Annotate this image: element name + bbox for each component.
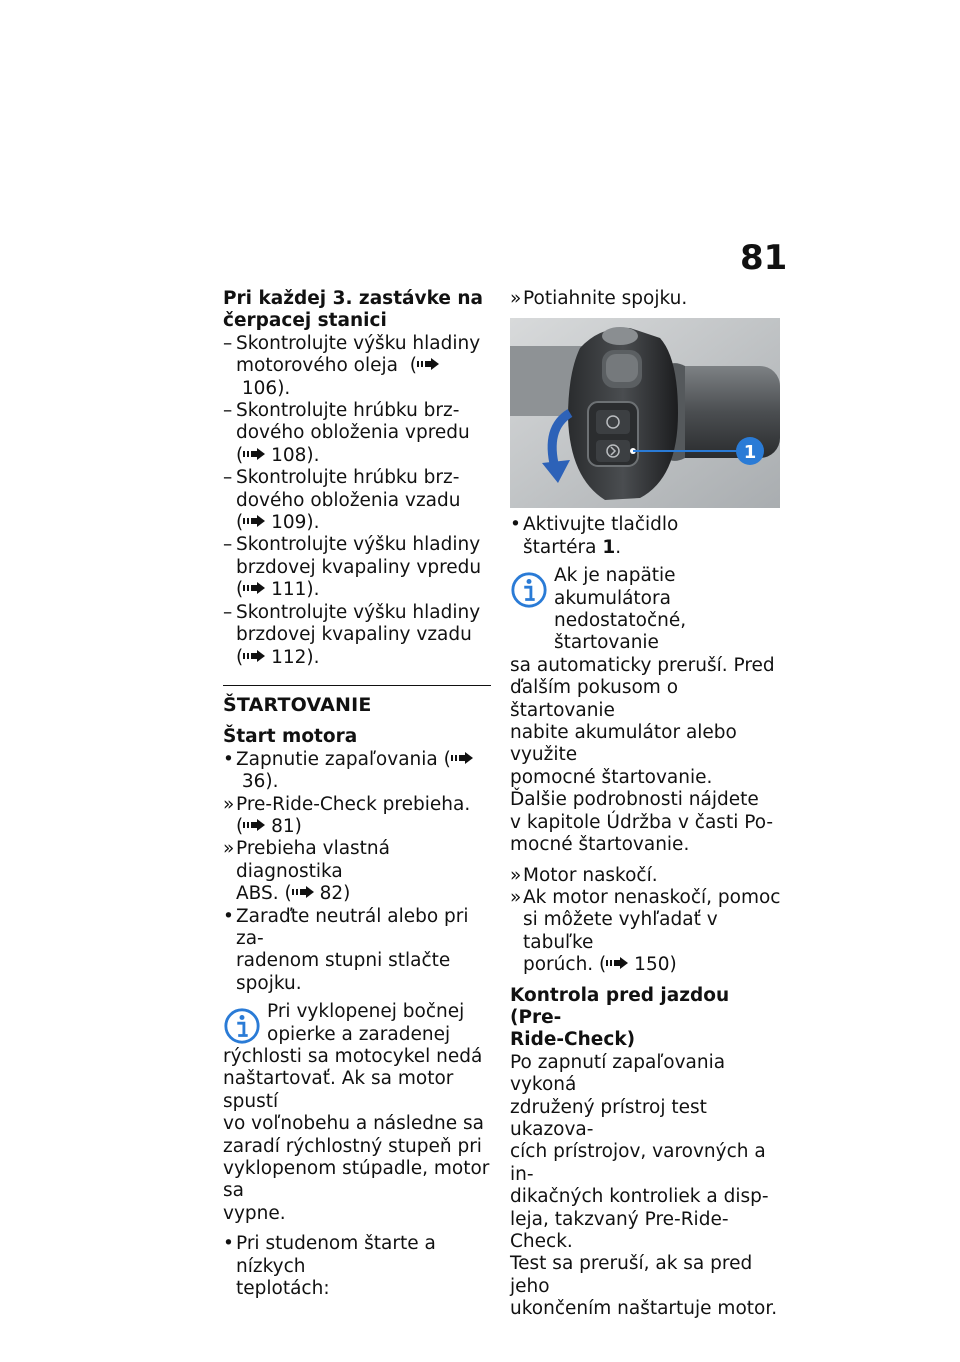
page-reference-link[interactable]: 36). [241, 771, 279, 793]
section-divider [223, 685, 491, 686]
page-reference-link[interactable]: 150) [634, 954, 677, 976]
page-reference-link[interactable]: 106). [241, 377, 291, 399]
step-item: • Aktivujte tlačidlo štartéra 1. [510, 514, 679, 558]
page-reference-link[interactable]: 111). [271, 579, 320, 601]
info-icon [510, 571, 548, 609]
info-note: Pri vyklopenej bočnej opierke a zaradenej rýchlosti sa motocykel nedá naštartovať. Ak sa motor spustí vo voľnobehu a následne sa zaradí rýchlostný stupeň pri vyklopenom stúpadle, motor sa vypne. [223, 1001, 490, 1224]
page-reference-icon [243, 448, 265, 460]
subsection-title: Štart motora [223, 726, 358, 748]
fuel-stop-heading: Pri každej 3. zastávke na čerpacej stanici [223, 288, 484, 332]
handlebar-switch-illustration [510, 318, 780, 508]
page-reference-icon [243, 650, 265, 662]
page-reference-icon [243, 819, 265, 831]
check-list [223, 333, 491, 669]
page-reference-icon [243, 515, 265, 527]
result-item: » Potiahnite spojku. [510, 288, 688, 309]
page-reference-icon [451, 752, 473, 764]
page-reference-icon [417, 358, 439, 370]
page-reference-link[interactable]: 82) [319, 883, 351, 905]
page-reference-icon [243, 582, 265, 594]
result-item: » Prebieha vlastná diagnostika ABS. ( 82) [223, 838, 390, 905]
section-title: ŠTARTOVANIE [223, 693, 372, 716]
step-item: • Zapnutie zapaľovania ( 36). [223, 749, 491, 794]
page-reference-icon [292, 886, 314, 898]
result-item: » Motor naskočí. [510, 864, 658, 886]
info-icon [223, 1007, 261, 1045]
page-reference-link[interactable]: 108). [271, 444, 320, 466]
figure-callout-1: 1 [743, 442, 757, 464]
page-reference-link[interactable]: 109). [271, 512, 320, 534]
page-number: 81 [740, 238, 788, 278]
pre-ride-check-heading: Kontrola pred jazdou (Pre- Ride-Check) [510, 984, 730, 1051]
right-column [510, 288, 782, 1321]
result-item: » Pre-Ride-Check prebieha. ( 81) [223, 793, 471, 837]
page-reference-link[interactable]: 112). [271, 646, 320, 668]
step-item: • Pri studenom štarte a nízkych teplotách: [223, 1233, 436, 1300]
check-item: – Skontrolujte výšku hladiny motorového oleja ( 106). [223, 332, 481, 399]
check-item: – Skontrolujte hrúbku brz- dového obloženia vpredu ( 108). [223, 400, 470, 466]
pre-ride-check-text: Po zapnutí zapaľovania vykoná združený prístroj test ukazova- cích prístrojov, varovných a in- dikačných kontroliek a disp- leja, takzvaný Pre-Ride-Check. Test sa preruší, ak sa pred jeho ukončením naštartuje motor. [510, 1051, 778, 1320]
check-item: – Skontrolujte výšku hladiny brzdovej kvapaliny vpredu ( 111). [223, 534, 482, 601]
info-note: Ak je napätie akumulátora nedostatočné, štartovanie sa automaticky preruší. Pred ďalším pokusom o štartovanie nabite akumulátor alebo využite pomocné štartovanie. Ďalšie podrobnosti nájdete v kapitole Údržba v časti Po- mocné štartovanie. [510, 565, 775, 856]
page-reference-icon [606, 957, 628, 969]
handlebar-switch-figure [510, 318, 780, 508]
check-item: – Skontrolujte výšku hladiny brzdovej kvapaliny vzadu ( 112). [223, 601, 481, 668]
left-column [223, 288, 491, 1300]
page-reference-link[interactable]: 81) [271, 815, 302, 837]
step-item: • Zaraďte neutrál alebo pri za- radenom stupni stlačte spojku. [223, 905, 469, 994]
result-item: » Ak motor nenaskočí, pomoc si môžete vyhľadať v tabuľke porúch. ( 150) [510, 886, 781, 976]
check-item: – Skontrolujte hrúbku brz- dového obloženia vzadu ( 109). [223, 467, 461, 534]
